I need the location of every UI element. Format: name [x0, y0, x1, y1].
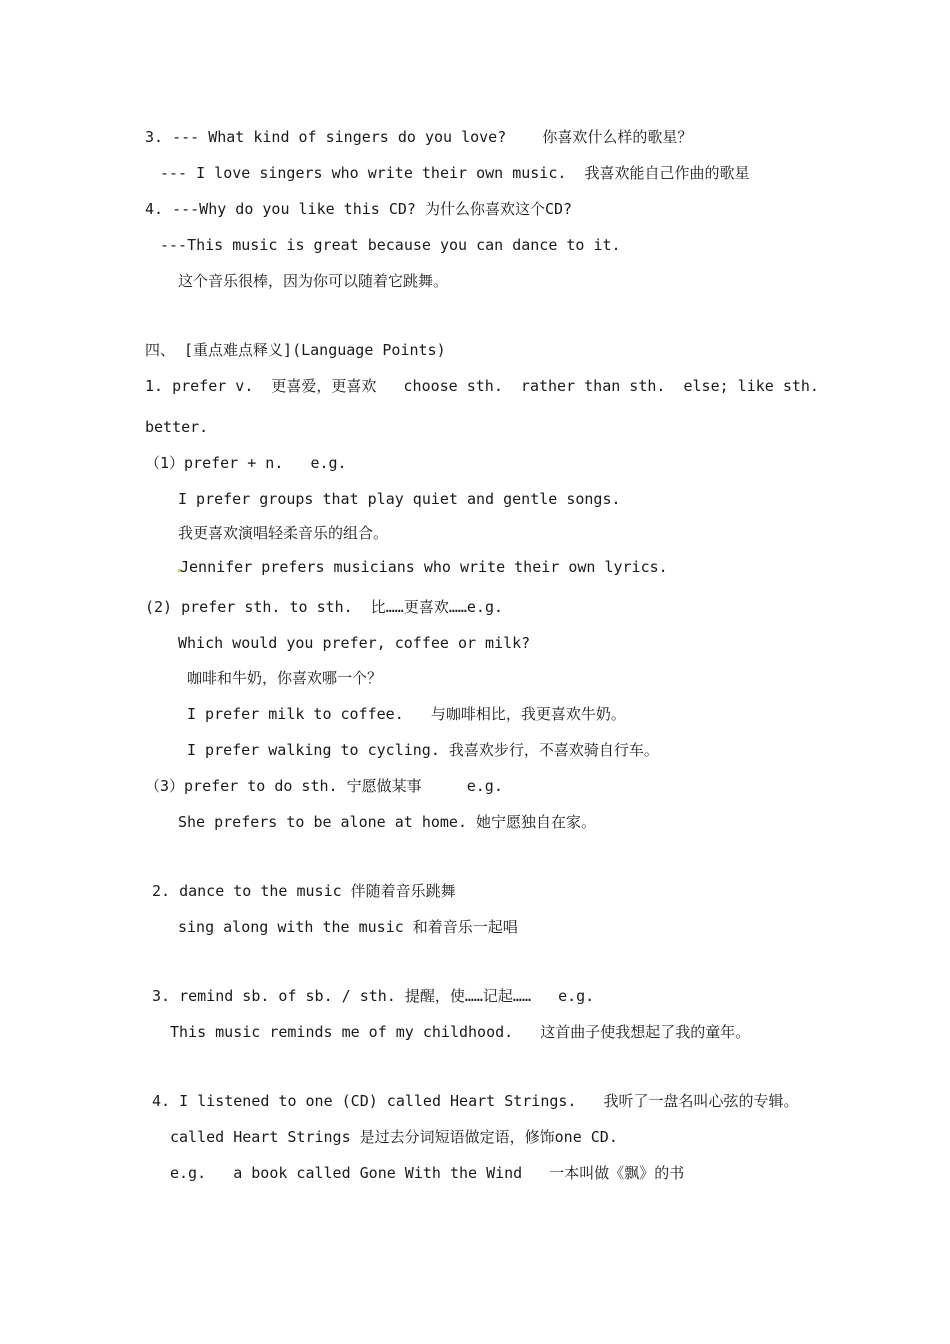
- point-1-sub-1: （1）prefer + n. e.g.: [145, 454, 347, 472]
- example-sentence: Which would you prefer, coffee or milk?: [178, 634, 531, 652]
- example-translation: 我更喜欢演唱轻柔音乐的组合。: [178, 524, 389, 542]
- dialogue-4-answer: ---This music is great because you can dance to it.: [160, 236, 621, 254]
- point-3-title: 3. remind sb. of sb. / sth. 提醒，使……记起…… e.g.: [152, 987, 595, 1005]
- example-sentence: I prefer walking to cycling. 我喜欢步行，不喜欢骑自行车。: [187, 741, 659, 759]
- example-sentence: She prefers to be alone at home. 她宁愿独自在家。: [178, 813, 597, 831]
- point-1-title: 1. prefer v. 更喜爱，更喜欢 choose sth. rather than sth. else; like sth.: [145, 377, 819, 395]
- example-sentence: e.g. a book called Gone With the Wind 一本叫做《飘》的书: [170, 1164, 685, 1182]
- point-1-sub-3: （3）prefer to do sth. 宁愿做某事 e.g.: [145, 777, 503, 795]
- example-sentence: I prefer milk to coffee. 与咖啡相比，我更喜欢牛奶。: [187, 705, 626, 723]
- dialogue-3-question: 3. --- What kind of singers do you love? 你喜欢什么样的歌星？: [145, 128, 693, 146]
- example-translation: 咖啡和牛奶，你喜欢哪一个？: [187, 669, 383, 687]
- dialogue-3-answer: --- I love singers who write their own music. 我喜欢能自己作曲的歌星: [160, 164, 750, 182]
- point-2-title: 2. dance to the music 伴随着音乐跳舞: [152, 882, 456, 900]
- point-4-explanation: called Heart Strings 是过去分词短语做定语，修饰one CD.: [170, 1128, 618, 1146]
- point-4-title: 4. I listened to one (CD) called Heart Strings. 我听了一盘名叫心弦的专辑。: [152, 1092, 799, 1110]
- example-sentence: I prefer groups that play quiet and gentle songs.: [178, 490, 621, 508]
- example-sentence: This music reminds me of my childhood. 这首曲子使我想起了我的童年。: [170, 1023, 751, 1041]
- section-heading: 四、 [重点难点释义](Language Points): [145, 341, 446, 359]
- dialogue-4-question: 4. ---Why do you like this CD? 为什么你喜欢这个CD?: [145, 200, 573, 218]
- point-2-phrase: sing along with the music 和着音乐一起唱: [178, 918, 518, 936]
- example-sentence: Jennifer prefers musicians who write their own lyrics.: [180, 558, 668, 576]
- point-1-sub-2: (2) prefer sth. to sth. 比……更喜欢……e.g.: [145, 598, 504, 616]
- dialogue-4-translation: 这个音乐很棒，因为你可以随着它跳舞。: [178, 272, 449, 290]
- point-1-title-continued: better.: [145, 418, 209, 436]
